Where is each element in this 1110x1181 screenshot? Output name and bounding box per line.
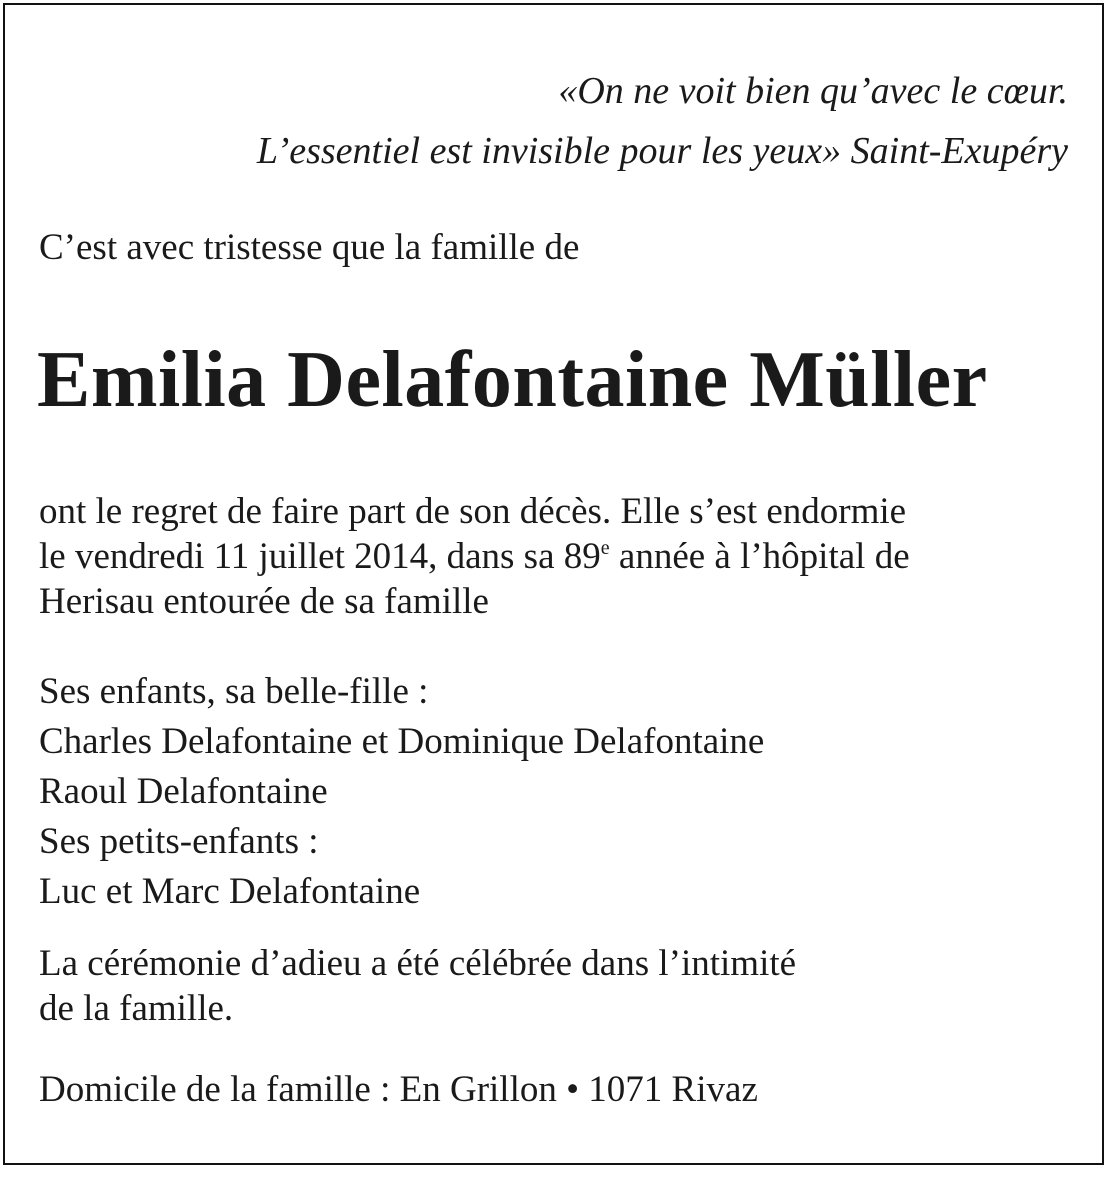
quote-line-2: L’essentiel est invisible pour les yeux» Saint-Exupéry [256, 130, 1068, 172]
ceremony-line-1: La cérémonie d’adieu a été célébrée dans l’intimité [39, 943, 797, 984]
quote-line-1: «On ne voit bien qu’avec le cœur. [558, 70, 1068, 112]
family-line: Luc et Marc Delafontaine [39, 871, 421, 912]
announcement-line-2 [39, 534, 910, 579]
announcement-line-2-start: le vendredi 11 juillet 2014, dans sa 89 [39, 536, 601, 577]
ceremony-line-2: de la famille. [39, 988, 234, 1029]
family-line: Charles Delafontaine et Dominique Delafontaine [39, 721, 765, 762]
announcement-line-1: ont le regret de faire part de son décès. Elle s’est endormie [39, 491, 907, 532]
deceased-name: Emilia Delafontaine Müller [37, 336, 988, 424]
family-list [39, 667, 764, 917]
epigraph-quote [257, 61, 1068, 181]
announcement-line-2-end: année à l’hôpital de [609, 536, 910, 577]
intro-text: C’est avec tristesse que la famille de [39, 227, 580, 268]
family-domicile: Domicile de la famille : En Grillon • 1071 Rivaz [39, 1069, 758, 1110]
ordinal-suffix: e [600, 537, 610, 559]
announcement-line-3: Herisau entourée de sa famille [39, 581, 489, 622]
ceremony-paragraph [39, 941, 796, 1031]
announcement-paragraph [39, 489, 910, 624]
death-notice [3, 3, 1104, 1165]
family-line: Raoul Delafontaine [39, 771, 328, 812]
family-line: Ses petits-enfants : [39, 821, 319, 862]
family-line: Ses enfants, sa belle-fille : [39, 671, 429, 712]
